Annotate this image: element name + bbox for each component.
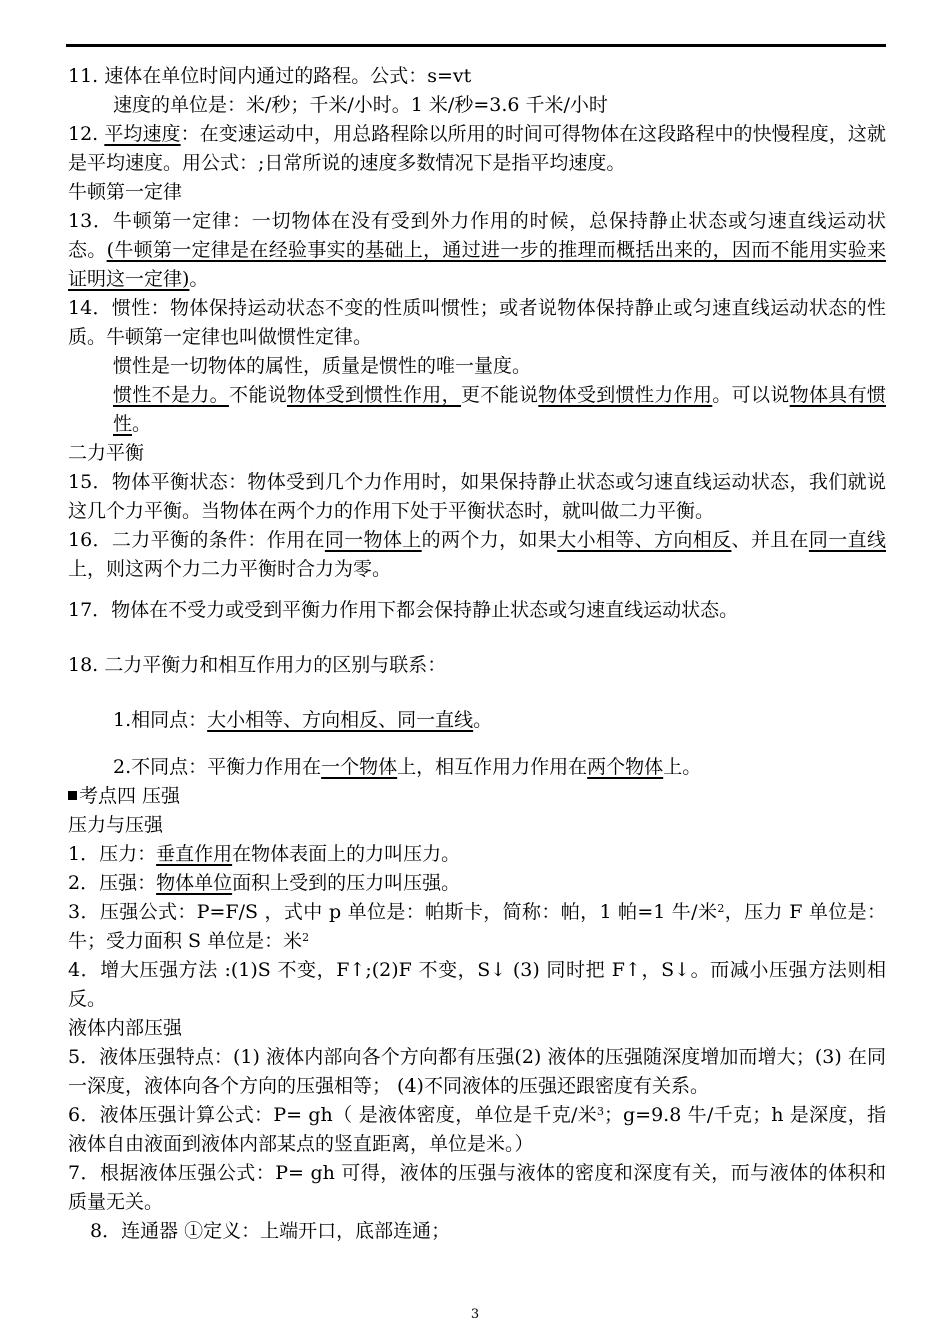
item-11-units-text: 速度的单位是：米/秒；千米/小时。1 米/秒=3.6 千米/小时 [113,94,608,116]
perpendicular: 垂直作用 [156,843,233,865]
text-fragment: 的两个力，如果 [421,529,558,551]
text-fragment: 更不能说 [460,384,539,406]
item-11 [68,62,886,91]
same-object: 同一物体上 [324,529,422,551]
inertia-phrase-1: 物体受到惯性作用， [286,384,461,406]
item-14 [68,294,886,352]
section-heading-kaodian [68,782,886,811]
header-rule [66,44,886,47]
item-14-text: 14．惯性：物体保持运动状态不变的性质叫惯性；或者说物体保持静止或匀速直线运动状态的性质。牛顿第一定律也叫做惯性定律。 [68,297,886,348]
item-16 [68,526,886,584]
item-13-end: 。 [189,268,209,290]
same-points [68,706,886,735]
text-fragment: 3．压强公式：P=F/S ，式中 p 单位是：帕斯卡，简称：帕，1 帕=1 牛/米 [68,901,718,923]
document-body [68,62,886,1246]
one-object: 一个物体 [321,756,398,778]
pressure-3 [68,898,886,956]
text-fragment: 6．液体压强计算公式：P= gh（ 是液体密度，单位是千克/米 [68,1104,597,1126]
text-fragment: 2.不同点：平衡力作用在 [113,756,322,778]
section-heading-pressure: 压力与压强 [68,814,164,836]
square-bullet-icon [68,791,77,800]
unit-area: 物体单位 [156,872,233,894]
item-11-units [68,91,886,120]
section-heading-liquid: 液体内部压强 [68,1017,183,1039]
pressure-2 [68,869,886,898]
section-heading-newton: 牛顿第一定律 [68,181,183,203]
text-fragment: 面积上受到的压力叫压强。 [232,872,461,894]
item-12-text: ：在变速运动中，用总路程除以所用的时间可得物体在这段路程中的快慢程度，这就是平均速度。用公式：;日常所说的速度多数情况下是指平均速度。 [68,123,886,174]
item-12-term: 平均速度 [104,123,181,145]
same-line: 同一直线 [808,529,886,551]
different-points [68,753,886,782]
superscript: 2 [717,902,725,915]
section-heading-balance: 二力平衡 [68,442,145,464]
text-fragment: 上，则这两个力二力平衡时合力为零。 [68,558,392,580]
text-fragment: 1.相同点： [113,709,208,731]
text-fragment: 在物体表面上的力叫压力。 [232,843,461,865]
text-fragment: 。可以说 [712,384,790,406]
text-fragment: 2．压强： [68,872,157,894]
text-fragment: 16．二力平衡的条件：作用在 [68,529,325,551]
text-fragment: 不能说 [228,384,287,406]
item-11-text: 11. 速体在单位时间内通过的路程。公式：s=vt [68,65,472,87]
item-14-property [68,352,886,381]
pressure-4: 4．增大压强方法 :(1)S 不变，F↑;(2)F 不变，S↓ (3) 同时把 F↑，S↓。而减小压强方法则相反。 [68,959,886,1010]
pressure-5: 5．液体压强特点：(1) 液体内部向各个方向都有压强(2) 液体的压强随深度增加而增大；(3) 在同一深度，液体向各个方向的压强相等； (4)不同液体的压强还跟密度有关系。 [68,1046,886,1097]
pressure-7: 7．根据液体压强公式：P= gh 可得，液体的压强与液体的密度和深度有关，而与液体的体积和质量无关。 [68,1162,886,1213]
pressure-6 [68,1101,886,1159]
inertia-phrase-2: 物体受到惯性力作用 [538,384,713,406]
pressure-1 [68,840,886,869]
item-14-property-text: 惯性是一切物体的属性，质量是惯性的唯一量度。 [113,355,532,377]
item-12-num: 12. [68,123,105,145]
pressure-8: 8．连通器 ①定义：上端开口，底部连通； [90,1220,451,1242]
item-14-notforce [68,381,886,439]
text-fragment: ，压力 F 单位是：牛；受力面积 S 单位是：米 [68,901,886,952]
text-fragment: 上，相互作用力作用在 [397,756,588,778]
text-fragment: 。 [132,413,152,435]
superscript: 2 [302,931,310,944]
item-12 [68,120,886,178]
item-17: 17．物体在不受力或受到平衡力作用下都会保持静止状态或匀速直线运动状态。 [68,599,739,621]
inertia-phrase-3: 物体具有惯性 [113,384,886,435]
item-18: 18. 二力平衡力和相互作用力的区别与联系： [68,654,447,676]
text-fragment: ；g=9.8 牛/千克；h 是深度，指液体自由液面到液体内部某点的竖直距离，单位是米。） [68,1104,886,1155]
two-objects: 两个物体 [587,756,664,778]
same-points-underlined: 大小相等、方向相反、同一直线 [207,709,474,731]
item-13 [68,207,886,294]
item-13-text: 13．牛顿第一定律：一切物体在没有受到外力作用的时候，总保持静止状态或匀速直线运动状态。 [68,210,886,261]
text-fragment: 。 [473,709,493,731]
text-fragment: 上。 [663,756,702,778]
equal-opposite: 大小相等、方向相反 [557,529,732,551]
inertia-not-force: 惯性不是力。 [113,384,229,406]
item-13-note: (牛顿第一定律是在经验事实的基础上，通过进一步的推理而概括出来的，因而不能用实验来证明这一定律) [68,239,886,290]
superscript: 3 [597,1105,604,1118]
text-fragment: 1．压力： [68,843,157,865]
item-15: 15．物体平衡状态：物体受到几个力作用时，如果保持静止状态或匀速直线运动状态，我们就说这几个力平衡。当物体在两个力的作用下处于平衡状态时，就叫做二力平衡。 [68,471,886,522]
text-fragment: 考点四 压强 [79,785,181,807]
text-fragment: 、并且在 [731,529,809,551]
page-number: 3 [470,1307,480,1322]
